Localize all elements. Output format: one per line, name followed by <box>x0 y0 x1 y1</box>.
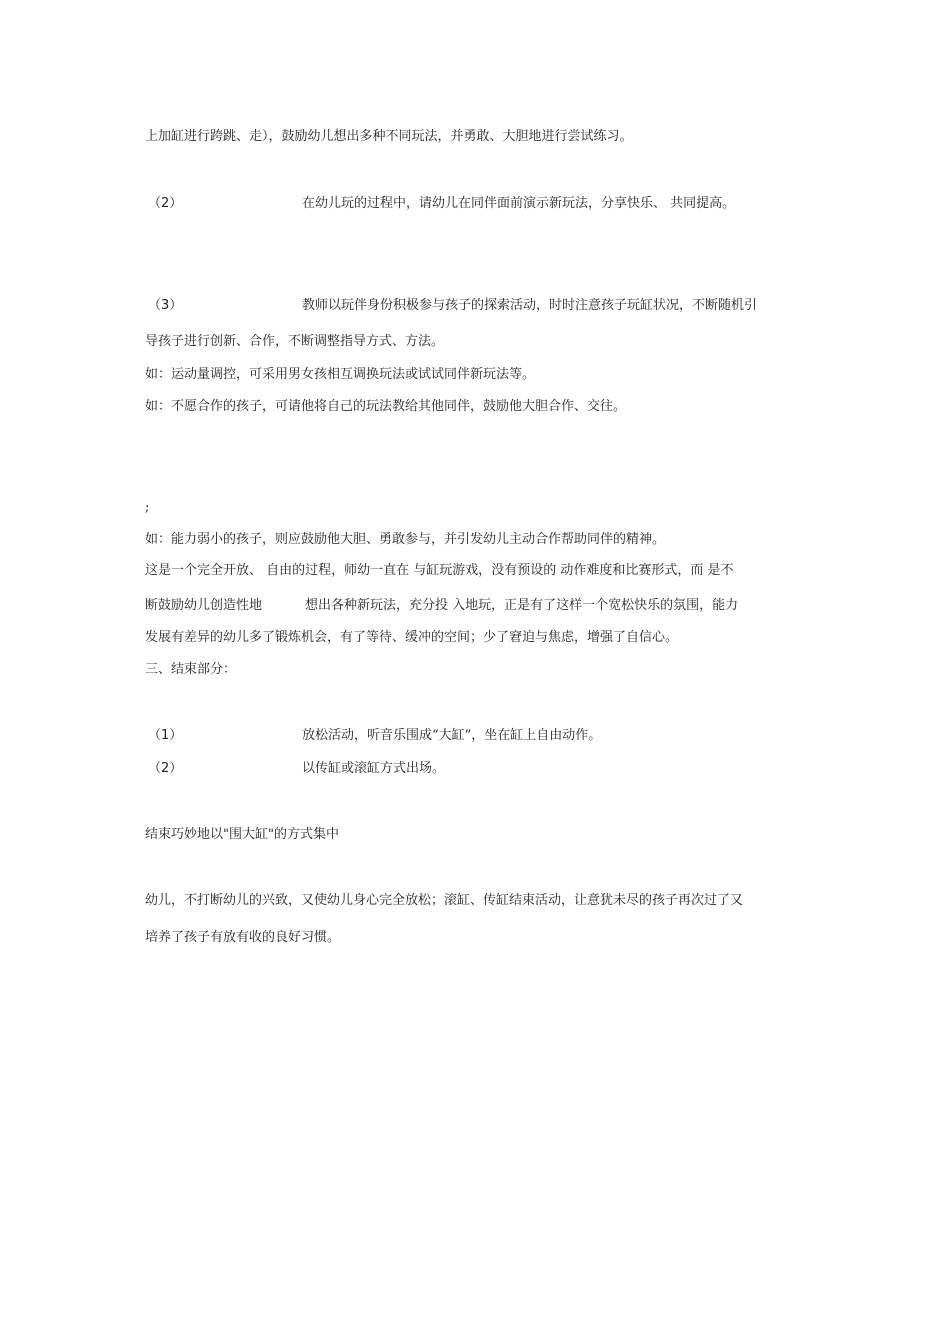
example-line-1: 如：运动量调控，可采用男女孩相互调换玩法或试试同伴新玩法等。 <box>145 367 536 382</box>
example-line-3: 如：能力弱小的孩子，则应鼓励他大胆、勇敢参与，并引发幼儿主动合作帮助同伴的精神。 <box>145 532 666 547</box>
example-line-2: 如：不愿合作的孩子，可请他将自己的玩法教给其他同伴，鼓励他大胆合作、交往。 <box>145 399 627 414</box>
paragraph-line-a: 这是一个完全开放、 自由的过程，师幼一直在 与缸玩游戏，没有预设的 动作难度和比赛形式，而 是不 <box>145 563 734 578</box>
item-text-3-continued: 导孩子进行创新、合作，不断调整指导方式、方法。 <box>145 334 445 349</box>
item-text-2: 在幼儿玩的过程中，请幼儿在同伴面前演示新玩法，分享快乐、 共同提高。 <box>302 196 736 211</box>
item-number-2: （2） <box>148 196 183 211</box>
paragraph-continuation: 上加缸进行跨跳、走），鼓励幼儿想出多种不同玩法，并勇敢、大胆地进行尝试练习。 <box>145 129 633 144</box>
paragraph-line-b-end: 想出各种新玩法，充分投 入地玩，正是有了这样一个宽松快乐的氛围，能力 <box>305 598 739 613</box>
summary-line-a: 结束巧妙地以"围大缸"的方式集中 <box>145 827 339 842</box>
end-item-number-1: （1） <box>148 728 183 743</box>
summary-line-c: 培养了孩子有放有收的良好习惯。 <box>145 930 341 945</box>
end-item-number-2: （2） <box>148 761 183 776</box>
end-item-text-2: 以传缸或滚缸方式出场。 <box>302 761 446 776</box>
end-item-text-1: 放松活动，听音乐围成“大缸”，坐在缸上自由动作。 <box>302 728 602 743</box>
semicolon-mark: ; <box>145 500 150 515</box>
item-text-3: 教师以玩伴身份积极参与孩子的探索活动，时时注意孩子玩缸状况，不断随机引 <box>302 298 758 313</box>
summary-line-b: 幼儿，不打断幼儿的兴致，又使幼儿身心完全放松；滚缸、传缸结束活动，让意犹未尽的孩子再次过了又 <box>145 893 744 908</box>
section-heading: 三、结束部分： <box>145 662 237 677</box>
paragraph-line-c: 发展有差异的幼儿多了锻炼机会，有了等待、缓冲的空间；少了窘迫与焦虑，增强了自信心。 <box>145 630 679 645</box>
paragraph-line-b-start: 断鼓励幼儿创造性地 <box>145 598 263 613</box>
item-number-3: （3） <box>148 298 183 313</box>
